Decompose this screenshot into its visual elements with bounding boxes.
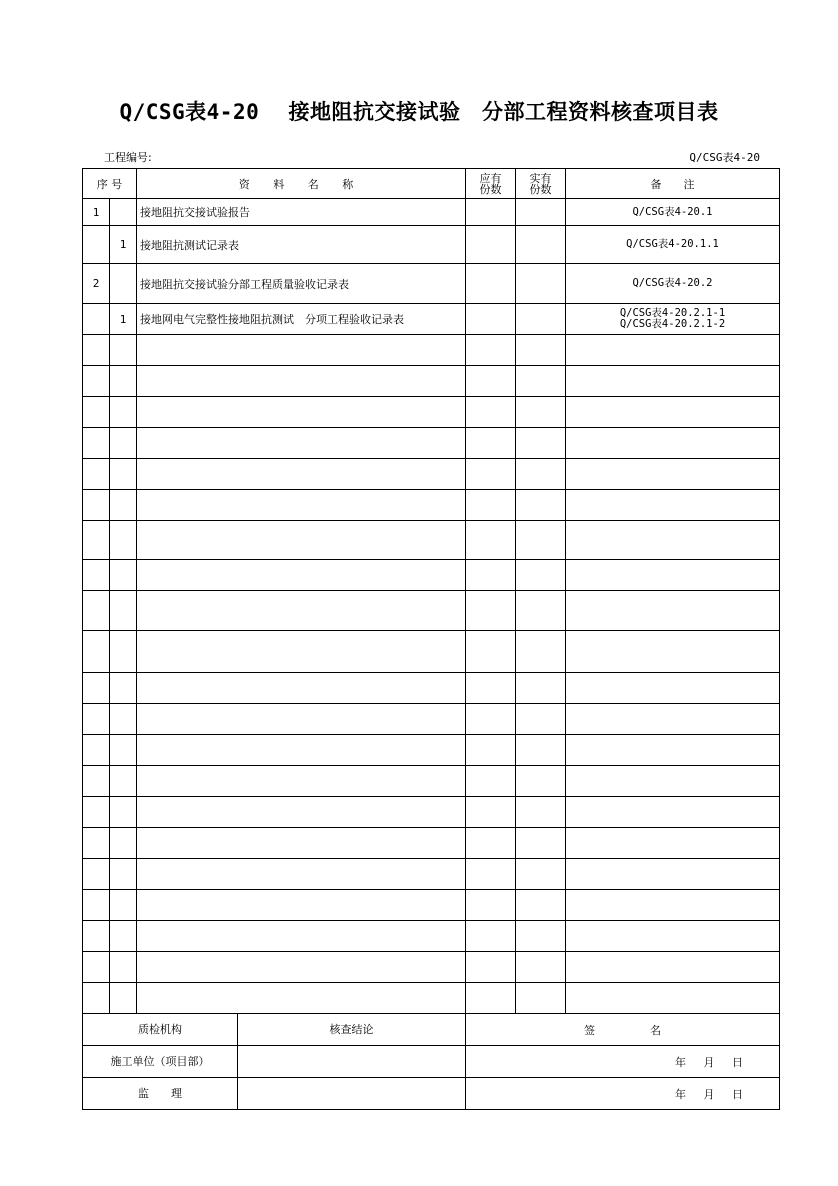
empty-row: [83, 428, 780, 459]
header-seq: 序 号: [83, 169, 137, 199]
form-title: [0, 96, 838, 126]
footer-row: [83, 1078, 780, 1110]
empty-row: [83, 766, 780, 797]
row-sub-seq: 1: [110, 226, 137, 264]
row-sub-seq: [110, 264, 137, 304]
footer-row-left: [83, 1078, 466, 1110]
empty-row: [83, 735, 780, 766]
empty-row: [83, 335, 780, 366]
footer-date: 年 月 日: [466, 1046, 780, 1078]
row-due-count: [466, 264, 516, 304]
row-seq: 1: [83, 199, 110, 226]
row-sub-seq: 1: [110, 304, 137, 335]
table-row: [83, 304, 780, 335]
table-header-row: [83, 169, 780, 199]
row-seq: [83, 304, 110, 335]
header-due-count: 应有 份数: [466, 169, 516, 199]
form-title-code: Q/CSG表4-20: [119, 100, 260, 124]
footer-row-label: 施工单位（项目部）: [83, 1046, 238, 1077]
checklist-table: [82, 168, 780, 1110]
row-due-count: [466, 226, 516, 264]
footer-signature-label: 签 名: [466, 1014, 780, 1046]
row-actual-count: [516, 226, 566, 264]
empty-row: [83, 631, 780, 673]
row-note: Q/CSG表4-20.1: [566, 199, 780, 226]
row-due-count: [466, 199, 516, 226]
row-seq: 2: [83, 264, 110, 304]
empty-row: [83, 591, 780, 631]
footer-conclusion-label: 核查结论: [329, 1023, 374, 1036]
table-row: [83, 264, 780, 304]
footer-org-label: 质检机构: [83, 1014, 238, 1045]
empty-row: [83, 828, 780, 859]
empty-row: [83, 521, 780, 560]
project-number-label: 工程编号:: [104, 151, 152, 164]
row-due-count: [466, 304, 516, 335]
empty-row: [83, 797, 780, 828]
row-note: Q/CSG表4-20.2: [566, 264, 780, 304]
header-name: 资 料 名 称: [137, 169, 466, 199]
empty-row: [83, 490, 780, 521]
row-note: Q/CSG表4-20.2.1-1 Q/CSG表4-20.2.1-2: [566, 304, 780, 335]
row-note: Q/CSG表4-20.1.1: [566, 226, 780, 264]
table-row: [83, 226, 780, 264]
row-doc-name: 接地阻抗交接试验报告: [137, 199, 466, 226]
form-title-main: 接地阻抗交接试验 分部工程资料核查项目表: [288, 100, 719, 124]
empty-row: [83, 983, 780, 1014]
row-doc-name: 接地网电气完整性接地阻抗测试 分项工程验收记录表: [137, 304, 466, 335]
footer-header-row: [83, 1014, 780, 1046]
header-note: 备 注: [566, 169, 780, 199]
empty-row: [83, 952, 780, 983]
footer-org-conclusion-cell: [83, 1014, 466, 1046]
row-actual-count: [516, 199, 566, 226]
empty-row: [83, 459, 780, 490]
header-actual-count: 实有 份数: [516, 169, 566, 199]
footer-date: 年 月 日: [466, 1078, 780, 1110]
footer-row: [83, 1046, 780, 1078]
footer-conclusion-cell[interactable]: [238, 1078, 465, 1109]
row-doc-name: 接地阻抗测试记录表: [137, 226, 466, 264]
empty-row: [83, 366, 780, 397]
empty-row: [83, 560, 780, 591]
form-code-label: Q/CSG表4-20: [689, 151, 760, 164]
row-doc-name: 接地阻抗交接试验分部工程质量验收记录表: [137, 264, 466, 304]
empty-row: [83, 890, 780, 921]
row-actual-count: [516, 304, 566, 335]
footer-row-label: 监 理: [83, 1078, 238, 1109]
empty-row: [83, 397, 780, 428]
empty-row: [83, 859, 780, 890]
row-seq: [83, 226, 110, 264]
footer-row-left: [83, 1046, 466, 1078]
empty-row: [83, 673, 780, 704]
empty-row: [83, 704, 780, 735]
row-actual-count: [516, 264, 566, 304]
table-row: [83, 199, 780, 226]
empty-row: [83, 921, 780, 952]
footer-conclusion-cell[interactable]: [238, 1046, 465, 1077]
row-sub-seq: [110, 199, 137, 226]
